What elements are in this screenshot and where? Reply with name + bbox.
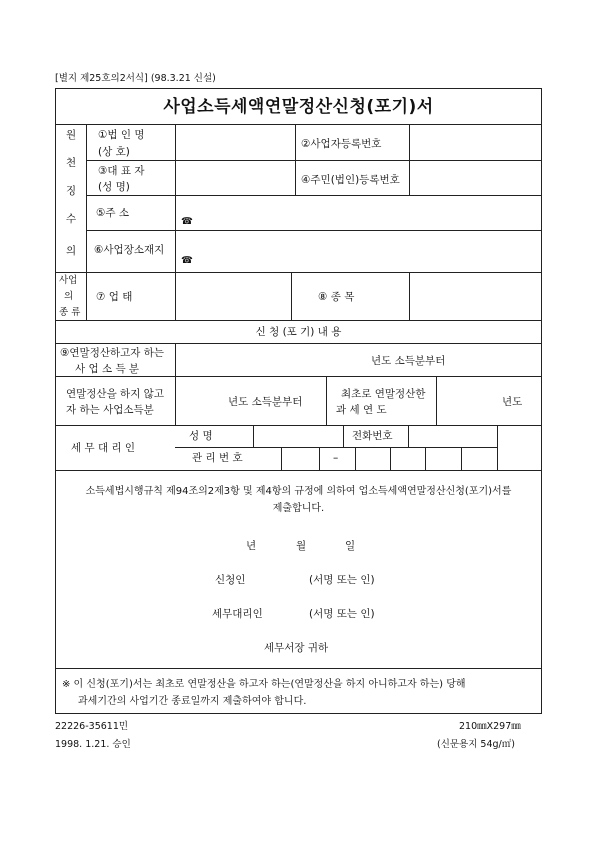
mgmt-no-dash: –	[333, 452, 339, 464]
first-year-field[interactable]	[437, 377, 497, 424]
date-month: 월	[296, 540, 307, 552]
mgmt-no-digit-box[interactable]	[426, 448, 460, 469]
form-number-note: [별지 제25호의2서식] (98.3.21 신설)	[55, 73, 216, 84]
frame-top	[55, 88, 542, 89]
item-label: ⑧ 종 목	[318, 291, 355, 303]
statement-text: 소득세법시행규칙 제94조의2제3항 및 제4항의 규정에 의하여 업소득세액연말정산신청(포기)서를	[85, 486, 512, 497]
side-char: 수	[66, 213, 77, 225]
row-line	[55, 320, 542, 321]
biz-type-side-label: 사업	[59, 275, 78, 286]
row-line	[55, 668, 542, 669]
paper-size: 210㎜X297㎜	[459, 721, 521, 732]
col-line	[497, 425, 498, 470]
agent-sign-label: 세무대리인	[212, 608, 263, 620]
form-code: 22226-35611민	[55, 721, 129, 732]
agent-sign: (서명 또는 인)	[309, 608, 375, 620]
first-year-value: 년도	[502, 396, 523, 408]
address-label: ⑤주 소	[96, 207, 130, 219]
agent-phone-field[interactable]	[409, 426, 496, 446]
row9-label-sub: 사 업 소 득 분	[75, 363, 140, 375]
col-line	[291, 272, 292, 320]
notice-text: ※ 이 신청(포기)서는 최초로 연말정산을 하고자 하는(연말정산을 하지 아니하고자 하는) 당해	[62, 679, 466, 690]
phone-icon: ☎	[181, 216, 193, 227]
withholder-side-divider	[86, 124, 87, 272]
row10-value: 년도 소득분부터	[228, 396, 303, 408]
frame-left	[55, 88, 56, 714]
side-char: 원	[66, 129, 77, 141]
addressee: 세무서장 귀하	[264, 642, 329, 654]
row9-year-field[interactable]	[176, 344, 366, 375]
applicant-label: 신청인	[215, 574, 246, 586]
mgmt-no-digit-box[interactable]	[356, 448, 389, 469]
col-line	[326, 376, 327, 425]
col-line	[295, 124, 296, 195]
request-content-header: 신 청 (포 기) 내 용	[255, 326, 342, 338]
biz-reg-no-label: ②사업자등록번호	[301, 138, 382, 150]
biz-type-side-label: 종 류	[59, 307, 81, 318]
phone-icon: ☎	[181, 255, 193, 266]
row10-year-field[interactable]	[176, 377, 224, 424]
mgmt-no-digit-box[interactable]	[282, 448, 318, 469]
address-field[interactable]	[176, 196, 540, 229]
agent-name-label: 성 명	[189, 430, 213, 442]
frame-right	[541, 88, 542, 714]
frame-bottom	[55, 713, 542, 714]
col-line	[86, 272, 87, 320]
rep-name-field[interactable]	[176, 161, 294, 194]
side-char: 천	[66, 157, 77, 169]
col-line	[319, 447, 320, 470]
notice-text-2: 과세기간의 사업기간 종료일까지 제출하여야 합니다.	[78, 696, 307, 707]
corp-name-field[interactable]	[176, 125, 294, 159]
corp-name-label: ①법 인 명	[98, 129, 145, 141]
col-line	[343, 425, 344, 447]
row-line	[55, 470, 542, 471]
rep-sub: (성 명)	[98, 181, 130, 193]
tax-agent-label: 세 무 대 리 인	[71, 442, 136, 454]
mgmt-no-label: 관 리 번 호	[192, 452, 243, 464]
date-day: 일	[345, 540, 356, 552]
agent-phone-label: 전화번호	[352, 430, 393, 442]
approval-date: 1998. 1.21. 승인	[55, 739, 131, 750]
resident-no-label: ④주민(법인)등록번호	[301, 174, 400, 186]
paper-type: (신문용지 54g/㎡)	[437, 739, 515, 750]
mgmt-no-digit-box[interactable]	[391, 448, 424, 469]
side-char: 징	[66, 185, 77, 197]
side-char: 의	[66, 245, 77, 257]
form-title: 사업소득세액연말정산신청(포기)서	[163, 97, 434, 117]
row9-label: ⑨연말정산하고자 하는	[60, 347, 165, 359]
biz-reg-no-field[interactable]	[410, 125, 540, 159]
agent-name-field[interactable]	[254, 426, 342, 446]
applicant-sign: (서명 또는 인)	[309, 574, 375, 586]
first-year-label-sub: 과 세 연 도	[336, 404, 387, 416]
statement-text-2: 제출합니다.	[272, 503, 325, 514]
category-field[interactable]	[176, 273, 290, 319]
row10-label: 연말정산을 하지 않고	[66, 388, 164, 400]
workplace-label: ⑥사업장소재지	[94, 244, 165, 256]
corp-name-sub: (상 호)	[98, 146, 130, 158]
resident-no-field[interactable]	[410, 161, 540, 194]
rep-label: ③대 표 자	[98, 165, 145, 177]
workplace-field[interactable]	[176, 231, 540, 271]
date-year: 년	[246, 540, 257, 552]
biz-type-side-label: 의	[64, 291, 74, 302]
category-label: ⑦ 업 태	[96, 291, 133, 303]
first-year-label: 최초로 연말정산한	[341, 388, 426, 400]
mgmt-no-digit-box[interactable]	[462, 448, 496, 469]
row10-label-sub: 자 하는 사업소득분	[66, 404, 154, 416]
row9-value: 년도 소득분부터	[371, 355, 446, 367]
item-field[interactable]	[410, 273, 540, 319]
